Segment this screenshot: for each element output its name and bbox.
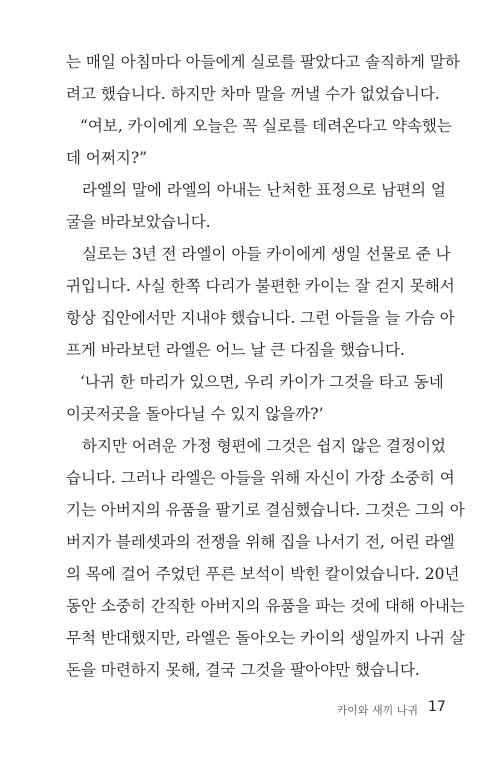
body-line: 의 목에 걸어 주었던 푸른 보석이 박힌 칼이었습니다. 20년 bbox=[66, 565, 460, 583]
body-line: 이곳저곳을 돌아다닐 수 있지 않을까?’ bbox=[66, 405, 324, 423]
body-line: ‘나귀 한 마리가 있으면, 우리 카이가 그것을 타고 동네 bbox=[80, 373, 444, 391]
body-line: 라엘의 말에 라엘의 아내는 난처한 표정으로 남편의 얼 bbox=[82, 181, 446, 199]
body-line: 돈을 마련하지 못해, 결국 그것을 팔아야만 했습니다. bbox=[66, 661, 420, 679]
body-line: 항상 집안에서만 지내야 했습니다. 그런 아들을 늘 가슴 아 bbox=[66, 309, 455, 327]
body-line: “여보, 카이에게 오늘은 꼭 실로를 데려온다고 약속했는 bbox=[80, 117, 452, 135]
body-line: 려고 했습니다. 하지만 차마 말을 꺼낼 수가 없었습니다. bbox=[66, 85, 440, 103]
body-line: 는 매일 아침마다 아들에게 실로를 팔았다고 솔직하게 말하 bbox=[66, 53, 460, 71]
body-line: 동안 소중히 간직한 아버지의 유품을 파는 것에 대해 아내는 bbox=[66, 597, 465, 615]
body-line: 무척 반대했지만, 라엘은 돌아오는 카이의 생일까지 나귀 살 bbox=[66, 629, 465, 647]
page-number: 17 bbox=[428, 699, 446, 715]
running-footer-title: 카이와 새끼 나귀 bbox=[336, 704, 418, 717]
body-line: 귀입니다. 사실 한쪽 다리가 불편한 카이는 잘 걷지 못해서 bbox=[66, 277, 455, 295]
body-line: 데 어쩌지?” bbox=[66, 149, 148, 167]
body-line: 프게 바라보던 라엘은 어느 날 큰 다짐을 했습니다. bbox=[66, 341, 405, 359]
body-line: 실로는 3년 전 라엘이 아들 카이에게 생일 선물로 준 나 bbox=[82, 245, 451, 263]
body-line: 굴을 바라보았습니다. bbox=[66, 213, 211, 231]
body-line: 버지가 블레셋과의 전쟁을 위해 집을 나서기 전, 어린 라엘 bbox=[66, 533, 455, 551]
body-line: 기는 아버지의 유품을 팔기로 결심했습니다. 그것은 그의 아 bbox=[66, 501, 465, 519]
body-line: 하지만 어려운 가정 형편에 그것은 쉽지 않은 결정이었 bbox=[82, 437, 446, 455]
body-line: 습니다. 그러나 라엘은 아들을 위해 자신이 가장 소중히 여 bbox=[66, 469, 455, 487]
